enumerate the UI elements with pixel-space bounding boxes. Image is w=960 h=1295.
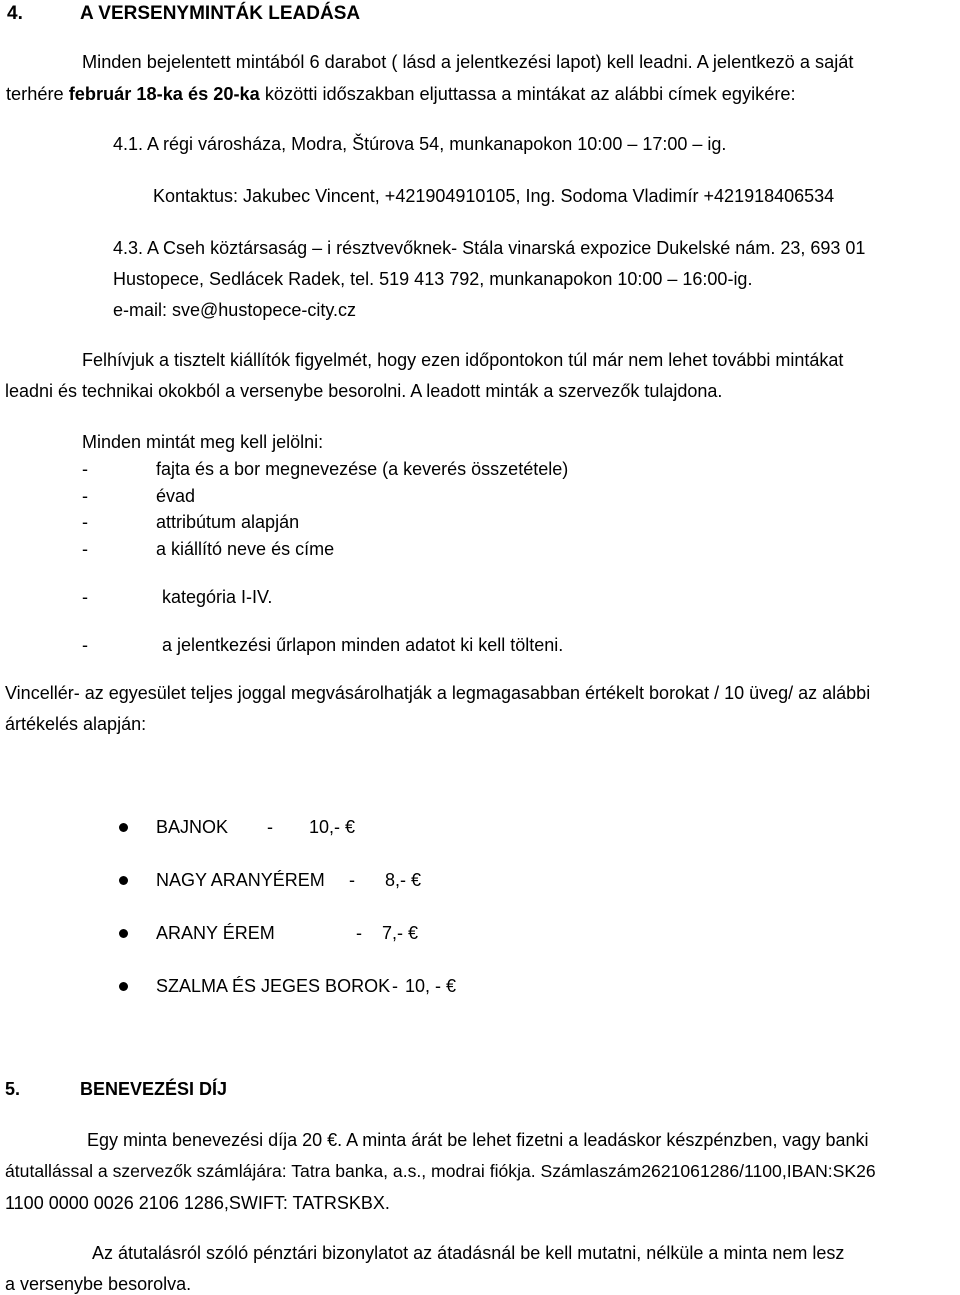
address-4-1-contact: Kontaktus: Jakubec Vincent, +421904910105, Ing. Sodoma Vladimír +421918406534 [153,186,835,206]
intro-line-2-end: közötti időszakban eljuttassa a mintákat az alábbi címek egyikére: [259,84,796,104]
notice-line-1: Felhívjuk a tisztelt kiállítók figyelmét, hogy ezen időpontokon túl már nem lehet további mintákat [82,350,844,370]
bullet-icon [119,929,128,938]
purchase-line-2: ártékelés alapján: [5,714,147,734]
euro-sign: € [327,1130,338,1150]
section-4-title: A VERSENYMINTÁK LEADÁSA [80,3,361,24]
marking-item-attribute: attribútum alapján [156,512,300,532]
fee-line-2: átutallással a szervezők számlájára: Tatra banka, a.s., modrai fiókja. Számlaszám2621061286/1100,IBAN:SK26 [5,1161,876,1181]
marking-dash: - [82,459,88,479]
fee-line-3: 1100 0000 0026 2106 1286,SWIFT: TATRSKBX. [5,1193,390,1213]
marking-dash: - [82,512,88,532]
price-amount: 10,- [309,817,341,837]
intro-line-2 [6,85,796,103]
price-label-bajnok: BAJNOK [156,817,229,837]
intro-line-2-start: terhére [6,84,69,104]
bullet-icon [119,982,128,991]
price-value-nagy-aranyerem [385,871,421,889]
fee-line-1 [87,1131,869,1149]
marking-dash: - [82,635,88,655]
price-label-arany-erem: ARANY ÉREM [156,923,275,943]
submission-dates: február 18-ka és 20-ka [68,84,260,104]
price-value-bajnok [309,818,355,836]
bullet-icon [119,823,128,832]
marking-item-vintage: évad [156,486,196,506]
receipt-line-1: Az átutalásról szóló pénztári bizonylatot az átadásnál be kell mutatni, nélküle a minta nem lesz [92,1243,845,1263]
price-label-nagy-aranyerem: NAGY ARANYÉREM [156,870,325,890]
price-sep: - [392,976,398,996]
marking-item-variety: fajta és a bor megnevezése (a keverés összetétele) [156,459,569,479]
address-4-1-line-1: 4.1. A régi városháza, Modra, Štúrova 54, munkanapokon 10:00 – 17:00 – ig. [113,134,727,154]
intro-line-1: Minden bejelentett mintából 6 darabot ( lásd a jelentkezési lapot) kell leadni. A jelentkezö a saját [82,52,854,72]
price-sep: - [356,923,362,943]
section-5-title: BENEVEZÉSI DÍJ [80,1079,228,1099]
address-4-3-email: e-mail: sve@hustopece-city.cz [113,300,357,320]
price-amount: 7,- [382,923,404,943]
euro-sign: € [411,870,422,890]
address-4-3-line-1: 4.3. A Cseh köztársaság – i résztvevőknek- Stála vinarská expozice Dukelské nám. 23, 693 01 [113,238,866,258]
price-sep: - [349,870,355,890]
marking-item-form: a jelentkezési űrlapon minden adatot ki kell tölteni. [162,635,564,655]
marking-dash: - [82,587,88,607]
notice-line-2: leadni és technikai okokból a versenybe besorolni. A leadott minták a szervezők tulajdona. [5,381,723,401]
address-4-3-line-2: Hustopece, Sedlácek Radek, tel. 519 413 792, munkanapokon 10:00 – 16:00-ig. [113,269,753,289]
purchase-line-1: Vincellér- az egyesület teljes joggal megvásárolhatják a legmagasabban értékelt borokat / 10 üveg/ az alábbi [5,683,871,703]
euro-sign: € [408,923,419,943]
receipt-line-2: a versenybe besorolva. [5,1274,192,1294]
price-value-arany-erem [382,924,418,942]
price-sep: - [267,817,273,837]
section-4-number: 4. [7,3,23,24]
euro-sign: € [446,976,457,996]
marking-dash: - [82,539,88,559]
price-amount: 8,- [385,870,407,890]
marking-item-category: kategória I-IV. [162,587,273,607]
marking-intro: Minden mintát meg kell jelölni: [82,432,324,452]
marking-item-exhibitor: a kiállító neve és címe [156,539,335,559]
price-label-szalma-jeges: SZALMA ÉS JEGES BOROK [156,976,391,996]
price-amount: 10, - [405,976,442,996]
fee-payment-text: . A minta árát be lehet fizetni a leadáskor készpénzben, vagy banki [337,1130,869,1150]
marking-dash: - [82,486,88,506]
euro-sign: € [345,817,356,837]
fee-amount-text: Egy minta benevezési díja 20 [87,1130,328,1150]
price-value-szalma-jeges [405,977,456,995]
section-5-number: 5. [5,1079,21,1099]
bullet-icon [119,876,128,885]
